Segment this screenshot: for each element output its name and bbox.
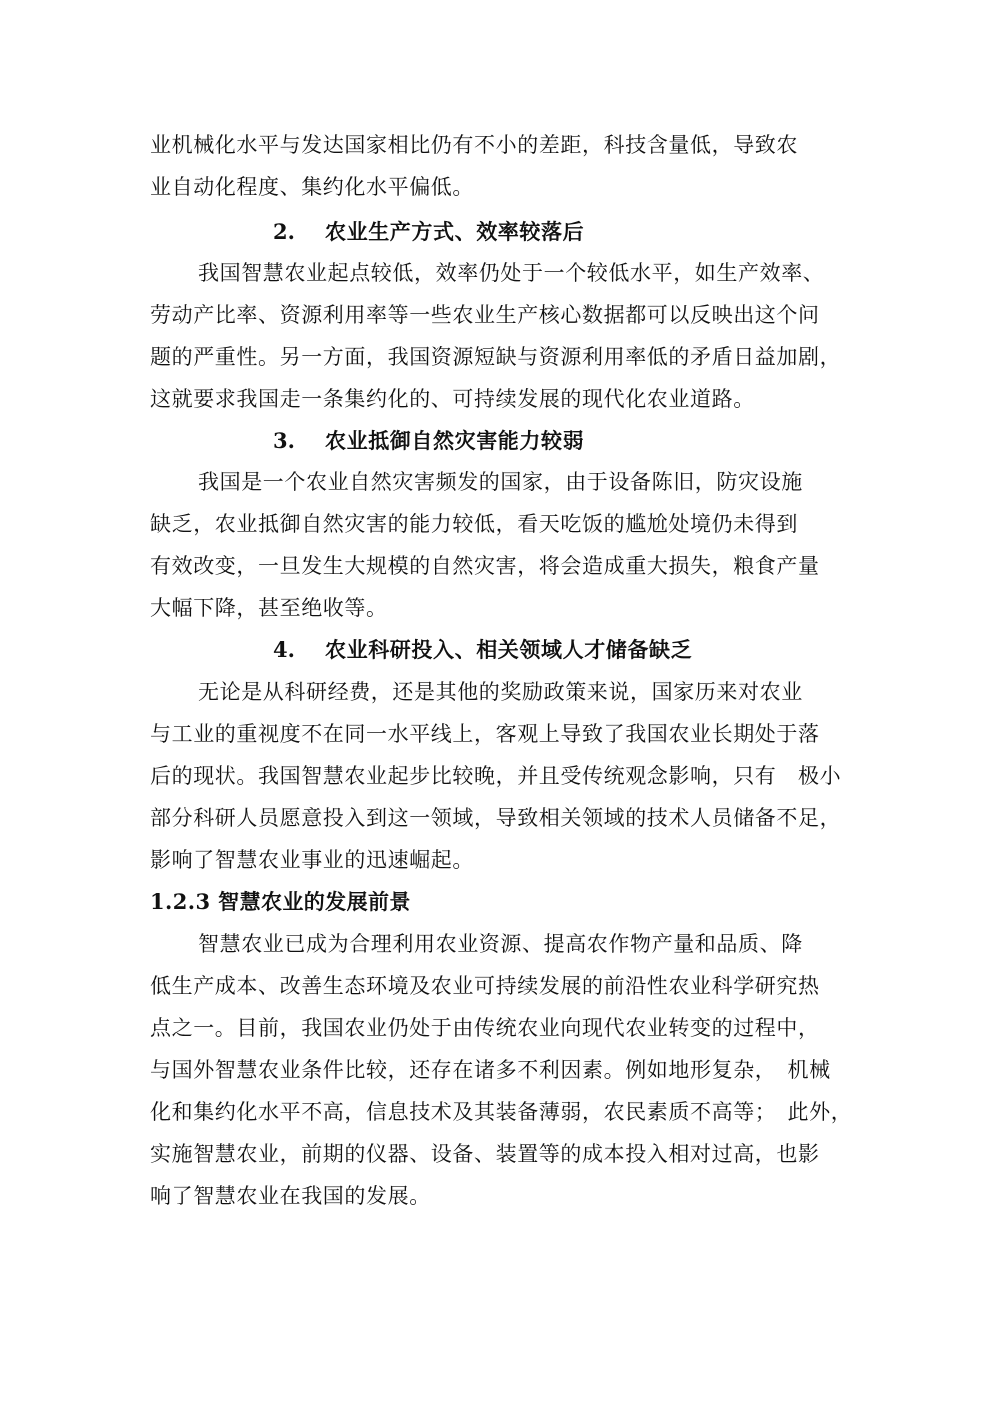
section-123-line-4: 与国外智慧农业条件比较，还存在诸多不利因素。例如地形复杂， 机械 bbox=[150, 1058, 831, 1082]
section-2-line-2: 劳动产比率、资源利用率等一些农业生产核心数据都可以反映出这个问 bbox=[150, 303, 820, 327]
section-3-line-1: 我国是一个农业自然灾害频发的国家，由于设备陈旧，防灾设施 bbox=[198, 470, 803, 494]
section-4-line-2: 与工业的重视度不在同一水平线上，客观上导致了我国农业长期处于落 bbox=[150, 722, 820, 746]
section-4-line-1: 无论是从科研经费，还是其他的奖励政策来说，国家历来对农业 bbox=[198, 680, 803, 704]
section-2-title: 农业生产方式、效率较落后 bbox=[325, 219, 585, 244]
section-2-line-1: 我国智慧农业起点较低，效率仍处于一个较低水平，如生产效率、 bbox=[198, 261, 825, 285]
section-2-line-3: 题的严重性。另一方面，我国资源短缺与资源利用率低的矛盾日益加剧， bbox=[150, 345, 842, 369]
section-3-line-3: 有效改变，一旦发生大规模的自然灾害，将会造成重大损失，粮食产量 bbox=[150, 554, 820, 578]
section-2-line-4: 这就要求我国走一条集约化的、可持续发展的现代化农业道路。 bbox=[150, 387, 755, 411]
section-2-number: 2. bbox=[273, 219, 295, 244]
intro-line-1: 业机械化水平与发达国家相比仍有不小的差距，科技含量低，导致农 bbox=[150, 133, 798, 157]
section-123-line-5: 化和集约化水平不高，信息技术及其装备薄弱，农民素质不高等； 此外， bbox=[150, 1100, 853, 1124]
section-123-line-7: 响了智慧农业在我国的发展。 bbox=[150, 1184, 431, 1208]
section-4-title: 农业科研投入、相关领域人才储备缺乏 bbox=[325, 637, 693, 662]
intro-line-2: 业自动化程度、集约化水平偏低。 bbox=[150, 175, 474, 199]
section-123-line-6: 实施智慧农业，前期的仪器、设备、装置等的成本投入相对过高，也影 bbox=[150, 1142, 820, 1166]
section-4-line-5: 影响了智慧农业事业的迅速崛起。 bbox=[150, 848, 474, 872]
subsection-1-2-3-title: 1.2.3 智慧农业的发展前景 bbox=[150, 889, 411, 914]
section-4-line-4: 部分科研人员愿意投入到这一领域，导致相关领域的技术人员储备不足， bbox=[150, 806, 842, 830]
section-123-line-2: 低生产成本、改善生态环境及农业可持续发展的前沿性农业科学研究热 bbox=[150, 974, 820, 998]
section-123-line-1: 智慧农业已成为合理利用农业资源、提高农作物产量和品质、降 bbox=[198, 932, 803, 956]
section-3-title: 农业抵御自然灾害能力较弱 bbox=[325, 428, 585, 453]
section-3-number: 3. bbox=[273, 428, 295, 453]
section-4-number: 4. bbox=[273, 637, 295, 662]
section-4-line-3: 后的现状。我国智慧农业起步比较晚，并且受传统观念影响，只有 极小 bbox=[150, 764, 842, 788]
section-3-line-2: 缺乏，农业抵御自然灾害的能力较低，看天吃饭的尴尬处境仍未得到 bbox=[150, 512, 798, 536]
section-123-line-3: 点之一。目前，我国农业仍处于由传统农业向现代农业转变的过程中， bbox=[150, 1016, 820, 1040]
section-3-line-4: 大幅下降，甚至绝收等。 bbox=[150, 596, 388, 620]
